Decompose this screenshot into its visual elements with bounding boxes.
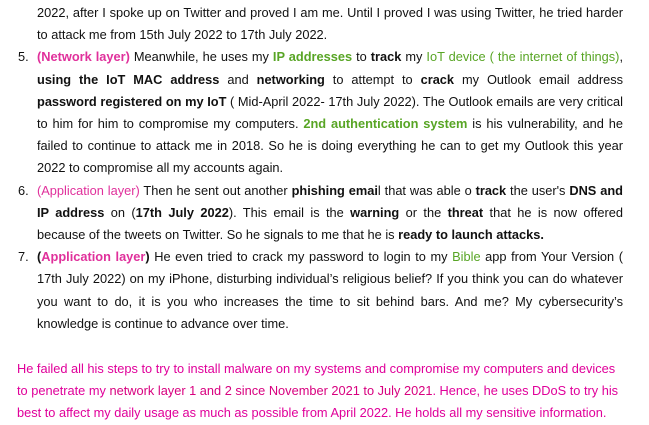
item-text (37, 49, 623, 175)
text-run: ) (145, 249, 150, 265)
text-run: Then he sent out another (139, 182, 292, 198)
text-run: 17th July 2022 (135, 204, 229, 220)
text-run: track (370, 49, 402, 65)
text-run: 2022, after I spoke up on Twitter and proved I am me. Until I proved I was using Twitter, he tried harder to attack me from 15th July 2022 to 17th July 2022. (37, 5, 623, 43)
text-run: network layer 1 and 2 since November 2021 to July 2021 (109, 383, 433, 399)
closing-paragraph (0, 358, 623, 425)
text-run: is his vulnerability, and he failed to continue to attack me in 2018. So he is doing everything he can to get my Outlook this year 2022 to compromise all my accounts again. (37, 116, 624, 176)
text-run: app from Your Version ( 17th July 2022) on my iPhone, disturbing individual’s religious belief? If you think you can do whatever you want to do, it is you who increases the time to sit behind bars. And me? My cybersecurity’s knowledge is continue to advance over time. (37, 249, 623, 331)
list-item-5 (0, 46, 623, 179)
text-run: crack (420, 71, 455, 87)
text-run: warning (350, 204, 400, 220)
text-run: that he is now offered because of the tweets on Twitter. So he signals to me that he is (37, 204, 624, 243)
item-text (37, 249, 623, 331)
text-run: Application layer (41, 249, 146, 265)
text-run: to attempt to (324, 71, 421, 87)
text-run: Bible (452, 249, 481, 265)
text-run: or the (399, 204, 448, 220)
list-item-7 (0, 246, 623, 335)
text-run: IP addresses (272, 49, 353, 65)
item-number: 6. (18, 182, 29, 198)
text-run: , (619, 49, 623, 65)
text-run: (Network layer) (37, 49, 130, 65)
item-number: 5. (18, 49, 29, 65)
text-run: ). This email is the (228, 204, 351, 220)
text-run: Meanwhile, he uses my (129, 49, 273, 65)
text-run: using the IoT MAC address (37, 71, 220, 87)
text-run: IoT device ( the internet of things) (426, 49, 620, 65)
text-run: phishing emai (291, 182, 378, 198)
text-run: l that was able o (377, 182, 476, 198)
item-text (37, 183, 623, 242)
text-run: on ( (104, 204, 136, 220)
list-item-6 (0, 180, 623, 247)
text-run: He failed all his steps to try to install malware on my systems and compromise my computers and devices to penetrate my (17, 361, 616, 399)
text-run: . Hence, he uses DDoS to try his best to affect my daily usage as much as possible from April 2022. He holds all my sensitive information. (17, 383, 619, 421)
text-run: ( Mid-April 2022- 17th July 2022). The Outlook emails are very critical to him for him to compromise my computers. (37, 93, 623, 132)
text-run: 2nd authentication system (303, 116, 468, 132)
numbered-list (0, 46, 623, 335)
text-run: ready to launch attacks. (398, 227, 544, 243)
text-run: ( (37, 249, 42, 265)
text-run: track (475, 182, 507, 198)
text-run: DNS and IP address (37, 182, 623, 220)
text-run: to (352, 49, 371, 65)
text-run: networking (256, 71, 325, 87)
text-run: my Outlook email address (454, 71, 623, 87)
text-run: He even tried to crack my password to login to my (149, 249, 453, 265)
text-run: my (401, 49, 427, 65)
item-number: 7. (18, 249, 29, 265)
intro-paragraph (37, 2, 623, 46)
text-run: (Application layer) (37, 182, 140, 198)
text-run: and (219, 71, 257, 87)
text-run: password registered on my IoT (37, 93, 227, 109)
text-run: the user's (506, 182, 570, 198)
text-run: threat (447, 204, 484, 220)
